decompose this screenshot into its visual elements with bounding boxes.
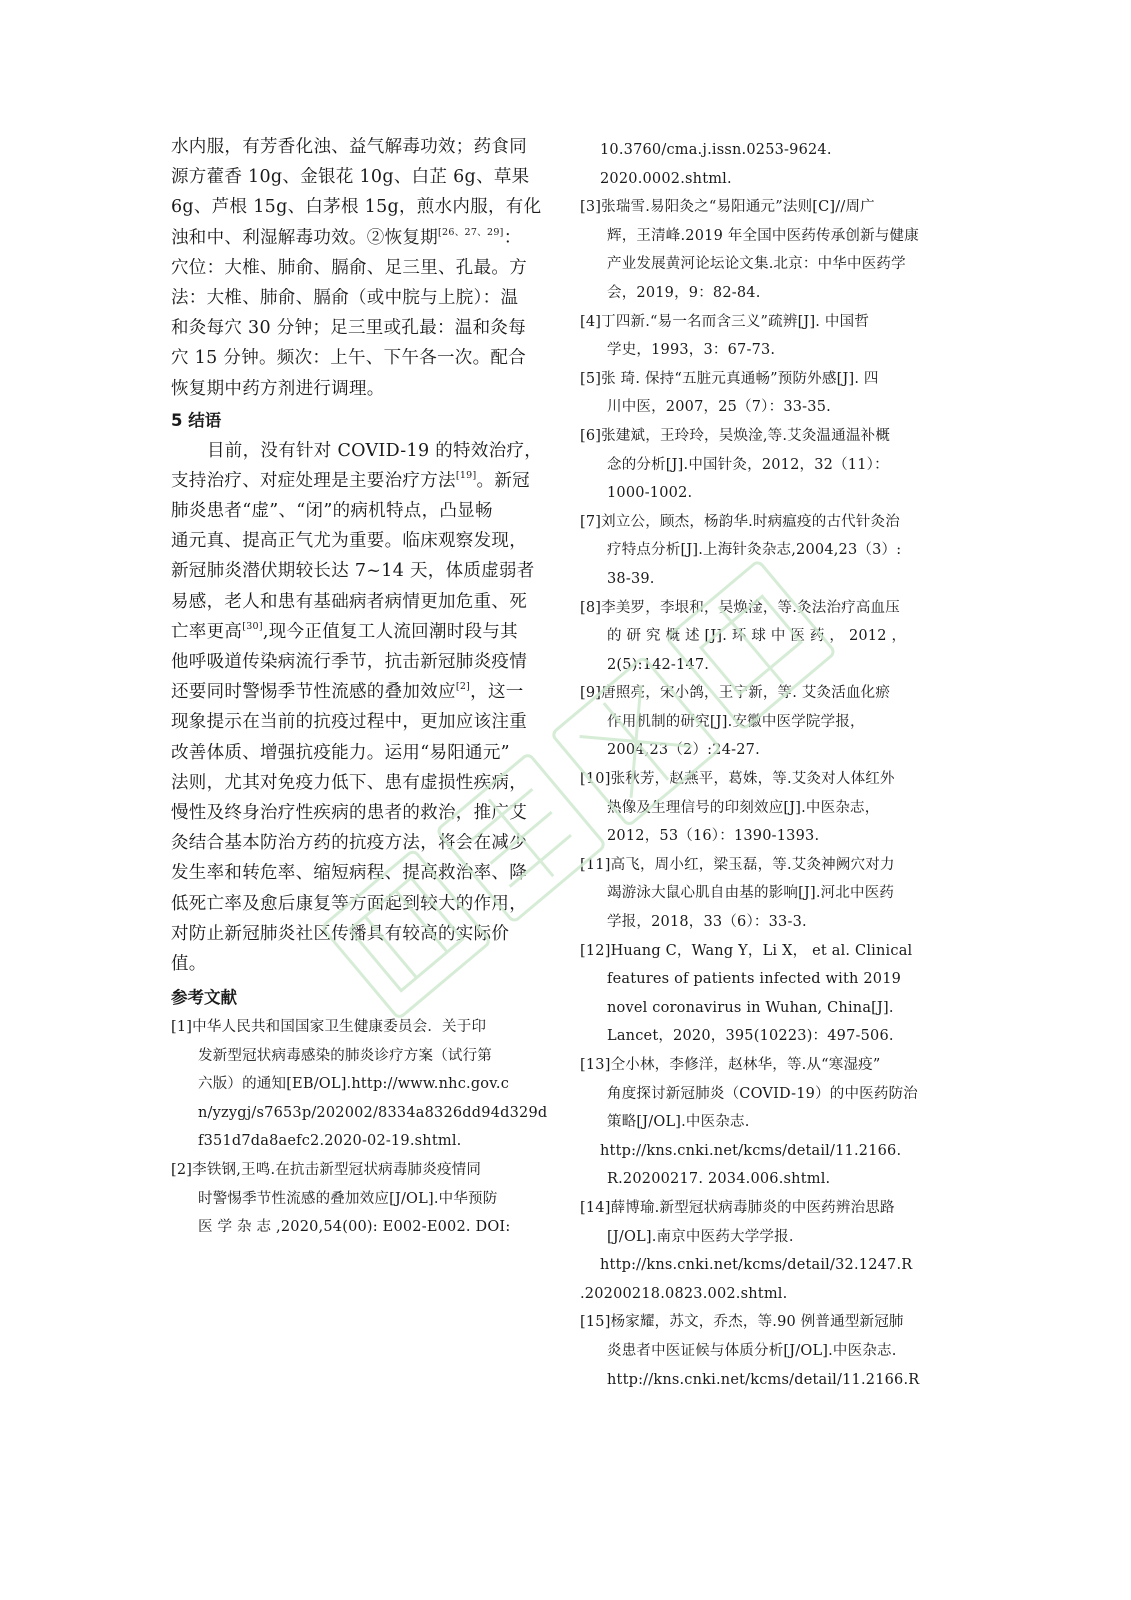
reference-line: 策略[J/OL].中医杂志.	[607, 1114, 750, 1131]
reference-line: 炎患者中医证候与体质分析[J/OL].中医杂志.	[607, 1342, 897, 1359]
section-heading: 5 结语	[171, 410, 222, 430]
reference-line: http://kns.cnki.net/kcms/detail/32.1247.R	[600, 1257, 913, 1274]
citation-marker: [30]	[242, 620, 263, 632]
reference-line: 念的分析[J].中国针灸，2012，32（11）：	[607, 456, 889, 473]
reference-line: [11]高飞，周小红，梁玉磊，等.艾灸神阙穴对力	[580, 856, 895, 873]
reference-line: 川中医，2007，25（7）：33-35.	[607, 399, 831, 416]
reference-line: [2]李铁钢,王鸣.在抗击新型冠状病毒肺炎疫情同	[171, 1162, 482, 1179]
reference-line: 2012，53（16）：1390-1393.	[607, 828, 820, 845]
body-text: 浊和中、利湿解毒功效。②恢复期	[171, 227, 438, 248]
reference-line: 的 研 究 概 述 [J]. 环 球 中 医 药 ， 2012 ，	[607, 628, 907, 645]
right-column	[580, 136, 972, 1394]
reference-line: 2(5):142-147.	[607, 656, 710, 673]
body-line: 改善体质、增强抗疫能力。运用“易阳通元”	[171, 742, 510, 763]
reference-line: 角度探讨新冠肺炎（COVID-19）的中医药防治	[607, 1085, 918, 1102]
body-line: 目前，没有针对 COVID-19 的特效治疗，	[207, 440, 543, 461]
reference-line: n/yzygj/s7653p/202002/8334a8326dd94d329d	[198, 1104, 548, 1121]
citation-marker: [19]	[455, 469, 477, 481]
reference-line: 热像及生理信号的印刻效应[J].中医杂志，	[607, 799, 880, 816]
reference-line: [12]Huang C，Wang Y，Li X， et al. Clinical	[580, 942, 913, 959]
reference-line: 会，2019，9：82-84.	[607, 284, 761, 301]
reference-line: 竭游泳大鼠心肌自由基的影响[J].河北中医药	[607, 885, 895, 902]
body-line: 恢复期中药方剂进行调理。	[171, 378, 385, 399]
reference-line: Lancet，2020，395(10223)：497-506.	[607, 1028, 894, 1045]
body-line: 他呼吸道传染病流行季节，抗击新冠肺炎疫情	[171, 652, 527, 672]
reference-line: 38-39.	[607, 570, 655, 587]
body-text: 还要同时警惕季节性流感的叠加效应	[171, 682, 456, 703]
reference-line: 1000-1002.	[607, 485, 693, 502]
body-line: 法则，尤其对免疫力低下、患有虚损性疾病，	[171, 772, 527, 793]
body-line	[171, 223, 554, 253]
reference-line: [15]杨家耀，苏文，乔杰，等.90 例普通型新冠肺	[580, 1314, 904, 1331]
body-text: 。新冠	[476, 470, 530, 491]
body-line: 慢性及终身治疗性疾病的患者的救治，推广艾	[171, 802, 527, 823]
reference-line: [9]唐照亮，宋小鸽，王宁新，等. 艾灸活血化瘀	[580, 685, 891, 702]
reference-line: [3]张瑞雪.易阳灸之“易阳通元”法则[C]//周广	[580, 199, 875, 216]
body-line: 新冠肺炎潜伏期较长达 7~14 天，体质虚弱者	[171, 561, 535, 582]
body-line: 低死亡率及愈后康复等方面起到较大的作用，	[171, 893, 527, 914]
reference-line: 2020.0002.shtml.	[600, 170, 732, 187]
body-line: 源方藿香 10g、金银花 10g、白芷 6g、草果	[171, 167, 530, 188]
reference-line: [5]张 琦. 保持“五脏元真通畅”预防外感[J]. 四	[580, 370, 879, 387]
body-line: 值。	[171, 953, 207, 974]
body-line	[171, 466, 554, 496]
body-line: 法：大椎、肺俞、膈俞（或中脘与上脘）：温	[171, 287, 519, 308]
reference-line: 医 学 杂 志 ,2020,54(00): E002-E002. DOI:	[198, 1219, 511, 1236]
body-line: 和灸每穴 30 分钟；足三里或孔最：温和灸每	[171, 318, 526, 339]
body-text: ,现今正值复工人流回潮时段与其	[262, 621, 518, 642]
reference-line: [14]薛博瑜.新型冠状病毒肺炎的中医药辨治思路	[580, 1199, 895, 1216]
left-column	[171, 132, 554, 1242]
reference-line: [13]仝小林，李修洋，赵林华，等.从“寒湿疫”	[580, 1057, 881, 1073]
reference-line: 学史，1993，3：67-73.	[607, 342, 776, 359]
reference-line: 产业发展黄河论坛论文集.北京：中华中医药学	[607, 256, 906, 273]
body-line: 通元真、提高正气尤为重要。临床观察发现，	[171, 531, 527, 552]
citation-marker: [2]	[455, 681, 471, 693]
reference-line: 发新型冠状病毒感染的肺炎诊疗方案（试行第	[198, 1047, 492, 1064]
reference-line: 10.3760/cma.j.issn.0253-9624.	[600, 142, 832, 158]
body-text: ，这一	[470, 682, 524, 703]
reference-line: 六版）的通知[EB/OL].http://www.nhc.gov.c	[198, 1076, 510, 1093]
reference-line: [J/OL].南京中医药大学学报.	[607, 1228, 794, 1245]
body-line	[171, 617, 554, 647]
reference-line: [10]张秋芳，赵燕平，葛姝，等.艾灸对人体红外	[580, 771, 895, 788]
body-line: 穴 15 分钟。频次：上午、下午各一次。配合	[171, 348, 526, 369]
reference-line: [8]李美罗，李垠和，吴焕淦，等.灸法治疗高血压	[580, 599, 900, 616]
reference-line: [1]中华人民共和国国家卫生健康委员会．关于印	[171, 1019, 487, 1036]
body-line: 穴位：大椎、肺俞、膈俞、足三里、孔最。方	[171, 257, 527, 278]
reference-line: novel coronavirus in Wuhan, China[J].	[607, 999, 894, 1016]
references-heading: 参考文献	[171, 988, 237, 1008]
reference-line: [4]丁四新.“易一名而含三义”疏辨[J]. 中国哲	[580, 313, 870, 330]
reference-line: f351d7da8aefc2.2020-02-19.shtml.	[198, 1133, 462, 1150]
reference-line: 辉，王清峰.2019 年全国中医药传承创新与健康	[607, 227, 919, 244]
body-line: 易感，老人和患有基础病者病情更加危重、死	[171, 591, 527, 612]
body-line: 对防止新冠肺炎社区传播具有较高的实际价	[171, 923, 510, 944]
reference-line: R.20200217. 2034.006.shtml.	[607, 1171, 831, 1188]
reference-line: 时警惕季节性流感的叠加效应[J/OL].中华预防	[198, 1190, 498, 1207]
reference-line: 疗特点分析[J].上海针灸杂志,2004,23（3）:	[607, 542, 902, 559]
body-text: 亡率更高	[171, 621, 243, 642]
body-text: ：	[503, 227, 522, 248]
reference-line: [7]刘立公，顾杰，杨韵华.时病瘟疫的古代针灸治	[580, 513, 900, 530]
body-line: 灸结合基本防治方药的抗疫方法，将会在减少	[171, 833, 527, 854]
citation-marker: [26、27、29]	[438, 226, 504, 238]
reference-line: features of patients infected with 2019	[607, 971, 902, 988]
body-line: 肺炎患者“虚”、“闭”的病机特点，凸显畅	[171, 501, 493, 522]
reference-line: http://kns.cnki.net/kcms/detail/11.2166.	[600, 1142, 902, 1159]
body-line: 现象提示在当前的抗疫过程中，更加应该注重	[171, 712, 527, 733]
reference-line: 学报，2018，33（6）：33-3.	[607, 914, 807, 931]
reference-line: http://kns.cnki.net/kcms/detail/11.2166.R	[607, 1371, 920, 1388]
reference-line: [6]张建斌，王玲玲，吴焕淦,等.艾灸温通温补概	[580, 427, 891, 444]
body-line: 6g、芦根 15g、白茅根 15g，煎水内服，有化	[171, 197, 542, 218]
body-line: 发生率和转危率、缩短病程、提高救治率、降	[171, 863, 527, 884]
body-line: 水内服，有芳香化浊、益气解毒功效；药食同	[171, 137, 527, 157]
reference-line: 2004,23（2）:24-27.	[607, 742, 760, 759]
body-line	[171, 677, 554, 707]
reference-line: .20200218.0823.002.shtml.	[580, 1285, 788, 1302]
reference-line: 作用机制的研究[J].安徽中医学院学报，	[607, 713, 865, 730]
body-text: 支持治疗、对症处理是主要治疗方法	[171, 470, 456, 491]
